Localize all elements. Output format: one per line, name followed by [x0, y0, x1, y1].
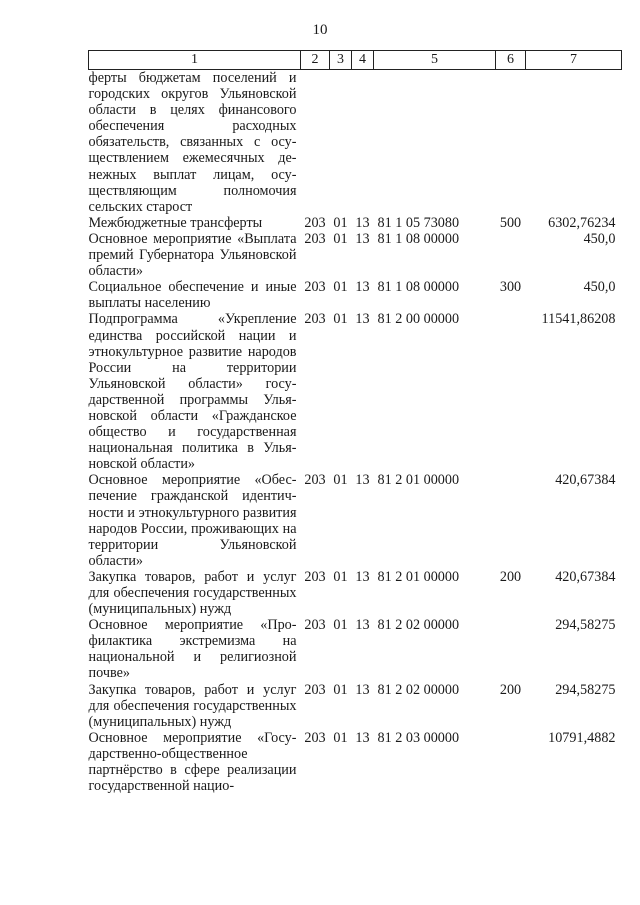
subsection-code: 13 [355, 568, 370, 585]
expense-type-code [496, 617, 526, 681]
section-code: 01 [333, 617, 348, 634]
expense-type-code: 200 [499, 681, 522, 698]
row-description: Закупка товаров, работ и услуг для обеспечения государственных (муниципальных) нужд [88, 681, 297, 730]
expense-type-code: 500 [499, 214, 522, 231]
table-row [89, 569, 622, 617]
amount-value: 450,0 [583, 279, 616, 296]
target-article-code: 81 1 08 00000 [377, 279, 460, 296]
amount-value: 450,0 [583, 230, 616, 247]
subsection-code: 13 [355, 279, 370, 296]
table-row [89, 311, 622, 472]
target-article-code: 81 2 02 00000 [377, 617, 460, 634]
row-description: Основное мероприятие «Государственно-общественное партнёрство в сфере реализации государственной нацио- [88, 729, 297, 795]
amount-value: 11541,86208 [541, 311, 616, 328]
subsection-code: 13 [355, 472, 370, 489]
column-number: 3 [330, 51, 352, 70]
ministry-code: 203 [304, 729, 326, 746]
expense-type-code [496, 472, 526, 569]
table-row [89, 730, 622, 794]
target-article-code: 81 1 08 00000 [377, 230, 460, 247]
table-row [89, 682, 622, 730]
section-code: 01 [333, 729, 348, 746]
subsection-code: 13 [355, 681, 370, 698]
section-code [330, 70, 352, 215]
table-row [89, 617, 622, 681]
subsection-code: 13 [355, 311, 370, 328]
row-description: Межбюджетные трансферты [88, 214, 263, 231]
page-number: 10 [312, 22, 328, 38]
row-description: Основное мероприятие «Профилактика экстремизма на национальной и религиозной почве» [88, 617, 297, 682]
target-article-code: 81 2 01 00000 [377, 568, 460, 585]
ministry-code: 203 [304, 214, 326, 231]
column-number: 2 [301, 51, 330, 70]
column-number: 5 [374, 51, 496, 70]
table-row [89, 231, 622, 279]
section-code: 01 [333, 311, 348, 328]
expense-type-code: 200 [499, 568, 522, 585]
section-code: 01 [333, 230, 348, 247]
ministry-code: 203 [304, 617, 326, 634]
budget-table [88, 50, 622, 794]
amount-value: 420,67384 [555, 568, 616, 585]
row-description: Подпрограмма «Укрепление единства российской нации и этнокультурное развитие народов России на территории Ульяновской области» государственной программы Ульяновской области «Гражданское общество и государственная национальная политика в Ульяновской области» [88, 311, 297, 473]
expense-type-code: 300 [499, 279, 522, 296]
section-code: 01 [333, 681, 348, 698]
table-row [89, 215, 622, 231]
target-article-code: 81 2 00 00000 [377, 311, 460, 328]
amount-value: 420,67384 [555, 472, 616, 489]
target-article-code [374, 70, 496, 215]
target-article-code: 81 2 01 00000 [377, 472, 460, 489]
ministry-code: 203 [304, 472, 326, 489]
column-number: 4 [352, 51, 374, 70]
section-code: 01 [333, 472, 348, 489]
amount-value: 294,58275 [555, 681, 616, 698]
subsection-code: 13 [355, 729, 370, 746]
table-row [89, 279, 622, 311]
expense-type-code [496, 730, 526, 794]
table-body [89, 70, 622, 795]
row-description: ферты бюджетам поселений и городских округов Ульяновской области в целях финансового обеспечения расходных обязательств, связанных с осуществлением ежемесячных денежных выплат лицам, осуществляющим полномочия сельских старост [88, 70, 297, 215]
subsection-code: 13 [355, 214, 370, 231]
row-description: Основное мероприятие «Выплата премий Губернатора Ульяновской области» [88, 230, 297, 280]
section-code: 01 [333, 214, 348, 231]
target-article-code: 81 2 02 00000 [377, 681, 460, 698]
ministry-code [301, 70, 330, 215]
column-number: 7 [526, 51, 622, 70]
column-number-row [89, 51, 622, 70]
ministry-code: 203 [304, 311, 326, 328]
table-header [89, 51, 622, 70]
row-description: Основное мероприятие «Обеспечение гражданской идентичности и этнокультурного развития народов России, проживающих на территории Ульяновской области» [88, 472, 297, 569]
section-code: 01 [333, 568, 348, 585]
ministry-code: 203 [304, 681, 326, 698]
ministry-code: 203 [304, 279, 326, 296]
row-description: Социальное обеспечение и иные выплаты населению [88, 279, 297, 312]
expense-type-code [496, 70, 526, 215]
column-number: 1 [89, 51, 301, 70]
table-row [89, 70, 622, 215]
subsection-code [352, 70, 374, 215]
table-row [89, 472, 622, 569]
row-description: Закупка товаров, работ и услуг для обеспечения государственных (муниципальных) нужд [88, 568, 297, 618]
subsection-code: 13 [355, 617, 370, 634]
amount-value: 10791,4882 [548, 729, 616, 746]
amount-value: 6302,76234 [548, 214, 616, 231]
expense-type-code [496, 231, 526, 279]
section-code: 01 [333, 279, 348, 296]
amount-value [526, 70, 622, 215]
ministry-code: 203 [304, 230, 326, 247]
expense-type-code [496, 311, 526, 472]
subsection-code: 13 [355, 230, 370, 247]
column-number: 6 [496, 51, 526, 70]
target-article-code: 81 1 05 73080 [377, 214, 460, 231]
ministry-code: 203 [304, 568, 326, 585]
amount-value: 294,58275 [555, 617, 616, 634]
target-article-code: 81 2 03 00000 [377, 729, 460, 746]
